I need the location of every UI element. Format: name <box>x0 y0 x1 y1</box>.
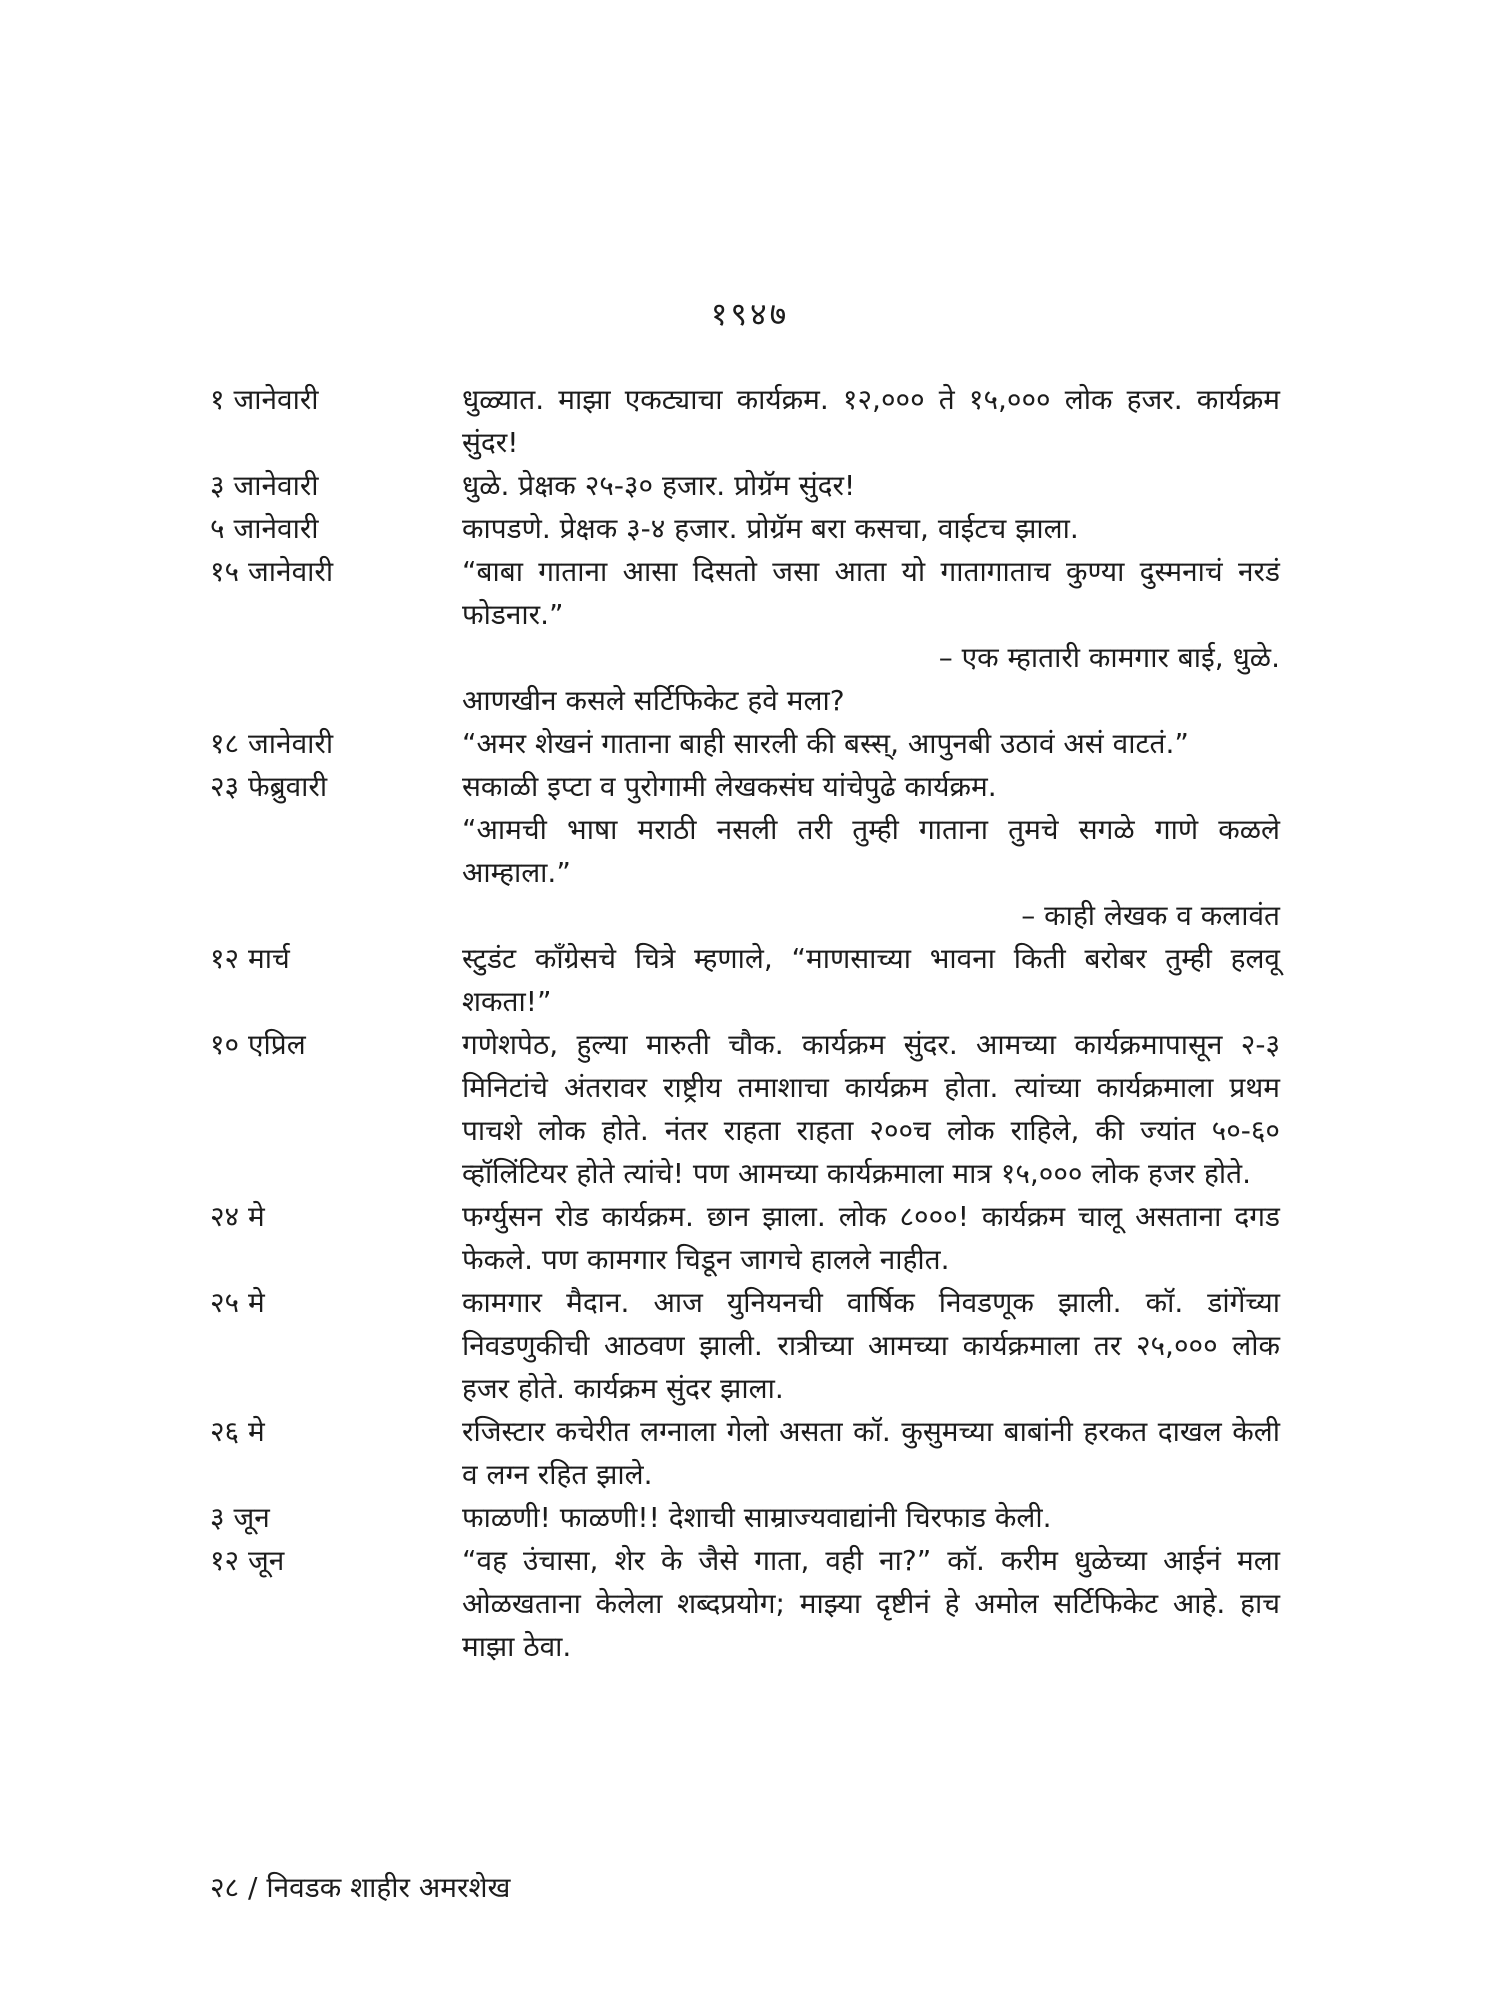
diary-entry <box>210 1539 1280 1668</box>
entry-date: ३ जानेवारी <box>210 469 319 502</box>
entry-date: २४ मे <box>210 1200 265 1233</box>
entry-line: “वह उंचासा, शेर के जैसे गाता, वही ना?” कॉ. करीम धुळेच्या आईनं मला ओळखताना केलेला शब्दप्रयोग; माझ्या दृष्टीनं हे अमोल सर्टिफिकेट आहे. हाच माझा ठेवा. <box>462 1544 1280 1663</box>
diary-entry <box>210 722 1280 765</box>
entry-date: १२ मार्च <box>210 942 290 975</box>
diary-entry <box>210 765 1280 937</box>
diary-entry <box>210 550 1280 722</box>
entry-text <box>462 1496 1280 1539</box>
diary-entry <box>210 464 1280 507</box>
entry-text <box>462 1195 1280 1281</box>
entry-line: कामगार मैदान. आज युनियनची वार्षिक निवडणूक झाली. कॉ. डांगेंच्या निवडणुकीची आठवण झाली. रात्रीच्या आमच्या कार्यक्रमाला तर २५,००० लोक हजर होते. कार्यक्रम सुंदर झाला. <box>462 1286 1280 1405</box>
entry-line: रजिस्टार कचेरीत लग्नाला गेलो असता कॉ. कुसुमच्या बाबांनी हरकत दाखल केली व लग्न रहित झाले. <box>462 1415 1280 1491</box>
entry-text <box>462 1410 1280 1496</box>
entry-date: १२ जून <box>210 1544 285 1577</box>
entry-text <box>462 1023 1280 1195</box>
entry-line: कापडणे. प्रेक्षक ३-४ हजार. प्रोग्रॅम बरा कसचा, वाईटच झाला. <box>462 512 1079 545</box>
entry-text <box>462 550 1280 722</box>
entry-line: धुळ्यात. माझा एकट्याचा कार्यक्रम. १२,००० ते १५,००० लोक हजर. कार्यक्रम सुंदर! <box>462 383 1280 459</box>
entry-line: आणखीन कसले सर्टिफिकेट हवे मला? <box>462 684 845 717</box>
entry-date: २३ फेब्रुवारी <box>210 770 328 803</box>
diary-entries-list <box>210 378 1280 1668</box>
entry-attribution: – काही लेखक व कलावंत <box>1021 899 1280 932</box>
entry-text <box>462 937 1280 1023</box>
diary-entry <box>210 1410 1280 1496</box>
entry-line: फाळणी! फाळणी!! देशाची साम्राज्यवाद्यांनी चिरफाड केली. <box>462 1501 1052 1534</box>
diary-entry <box>210 1023 1280 1195</box>
diary-entry <box>210 1496 1280 1539</box>
entry-text <box>462 1281 1280 1410</box>
entry-date: १८ जानेवारी <box>210 727 334 760</box>
entry-line: “आमची भाषा मराठी नसली तरी तुम्ही गाताना तुमचे सगळे गाणे कळले आम्हाला.” <box>462 813 1280 889</box>
diary-entry <box>210 1281 1280 1410</box>
entry-text <box>462 1539 1280 1668</box>
entry-line: “अमर शेखनं गाताना बाही सारली की बस्स्, आपुनबी उठावं असं वाटतं.” <box>462 727 1189 760</box>
entry-attribution: – एक म्हातारी कामगार बाई, धुळे. <box>938 641 1280 674</box>
entry-date: १० एप्रिल <box>210 1028 306 1061</box>
diary-entry <box>210 507 1280 550</box>
entry-text <box>462 507 1280 550</box>
entry-date: २६ मे <box>210 1415 265 1448</box>
entry-date: १ जानेवारी <box>210 383 319 416</box>
entry-line: फर्ग्युसन रोड कार्यक्रम. छान झाला. लोक ८०००! कार्यक्रम चालू असताना दगड फेकले. पण कामगार चिडून जागचे हालले नाहीत. <box>462 1200 1280 1276</box>
diary-entry <box>210 937 1280 1023</box>
page-year-heading: १९४७ <box>710 295 790 333</box>
entry-date: ५ जानेवारी <box>210 512 319 545</box>
entry-line: सकाळी इप्टा व पुरोगामी लेखकसंघ यांचेपुढे कार्यक्रम. <box>462 770 997 803</box>
entry-date: १५ जानेवारी <box>210 555 334 588</box>
entry-date: ३ जून <box>210 1501 270 1534</box>
page-footer: २८ / निवडक शाहीर अमरशेख <box>210 1871 511 1904</box>
entry-text <box>462 378 1280 464</box>
entry-line: स्टुडंट कॉंग्रेसचे चित्रे म्हणाले, “माणसाच्या भावना किती बरोबर तुम्ही हलवू शकता!” <box>462 942 1280 1018</box>
entry-text <box>462 464 1280 507</box>
entry-text <box>462 722 1280 765</box>
entry-date: २५ मे <box>210 1286 265 1319</box>
diary-entry <box>210 378 1280 464</box>
entry-line: गणेशपेठ, हुल्या मारुती चौक. कार्यक्रम सुंदर. आमच्या कार्यक्रमापासून २-३ मिनिटांचे अंतरावर राष्ट्रीय तमाशाचा कार्यक्रम होता. त्यांच्या कार्यक्रमाला प्रथम पाचशे लोक होते. नंतर राहता राहता २००च लोक राहिले, की ज्यांत ५०-६० व्हॉलिंटियर होते त्यांचे! पण आमच्या कार्यक्रमाला मात्र १५,००० लोक हजर होते. <box>462 1028 1280 1190</box>
entry-line: धुळे. प्रेक्षक २५-३० हजार. प्रोग्रॅम सुंदर! <box>462 469 856 502</box>
entry-line: “बाबा गाताना आसा दिसतो जसा आता यो गातागाताच कुण्या दुस्मनाचं नरडं फोडनार.” <box>462 555 1280 631</box>
diary-entry <box>210 1195 1280 1281</box>
entry-text <box>462 765 1280 937</box>
